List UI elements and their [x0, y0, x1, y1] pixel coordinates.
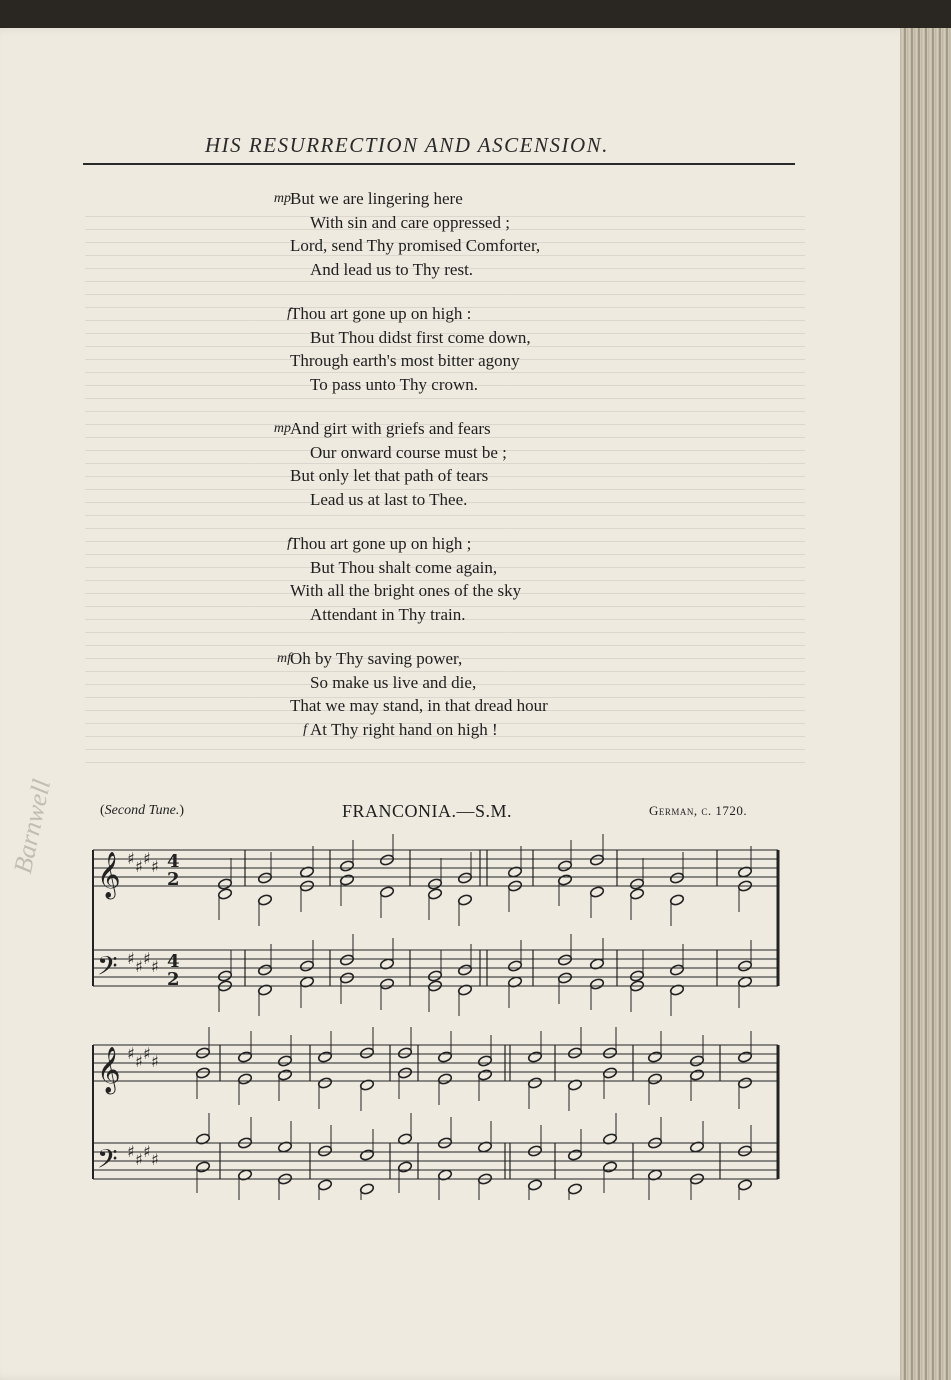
verse-line	[255, 234, 655, 258]
stanza	[255, 417, 655, 511]
note-head	[339, 860, 354, 873]
note-head	[437, 1073, 452, 1086]
time-signature-bottom: 2	[167, 969, 180, 990]
note-head	[359, 1183, 374, 1196]
stanza	[255, 647, 655, 741]
stanza	[255, 187, 655, 281]
dynamic-marking: mp	[273, 191, 291, 206]
verse-line	[255, 671, 655, 695]
note-head	[669, 964, 684, 977]
note-head	[195, 1047, 210, 1060]
pencil-marginalia: Barnwell	[8, 776, 57, 877]
page-edges	[900, 28, 951, 1380]
note-head	[647, 1073, 662, 1086]
verse-text: That we may stand, in that dread hour	[290, 696, 548, 715]
key-signature-sharp: ♯	[135, 857, 143, 876]
key-signature-sharp: ♯	[143, 1044, 151, 1063]
note-head	[602, 1161, 617, 1174]
note-head	[669, 894, 684, 907]
note-head	[195, 1067, 210, 1080]
verse-line	[255, 187, 655, 211]
note-head	[437, 1051, 452, 1064]
note-head	[589, 854, 604, 867]
verse-text: Through earth's most bitter agony	[290, 351, 520, 370]
note-head	[477, 1055, 492, 1068]
dynamic-marking: f	[287, 306, 291, 321]
note-head	[237, 1051, 252, 1064]
tune-label: (Second Tune.)	[100, 803, 184, 818]
note-head	[217, 878, 232, 891]
note-head	[299, 960, 314, 973]
note-head	[629, 888, 644, 901]
note-head	[217, 970, 232, 983]
verse-line	[255, 417, 655, 441]
key-signature-sharp: ♯	[127, 949, 135, 968]
note-head	[689, 1069, 704, 1082]
note-head	[737, 1179, 752, 1192]
verse-line	[255, 556, 655, 580]
note-head	[397, 1067, 412, 1080]
key-signature-sharp: ♯	[127, 1044, 135, 1063]
note-head	[602, 1067, 617, 1080]
note-head	[379, 854, 394, 867]
note-head	[527, 1179, 542, 1192]
verse-line	[255, 211, 655, 235]
verse-text: But Thou shalt come again,	[310, 557, 498, 577]
note-head	[359, 1149, 374, 1162]
note-head	[257, 872, 272, 885]
note-head	[457, 872, 472, 885]
verse-line	[255, 373, 655, 397]
stanza	[255, 532, 655, 626]
tune-name: FRANCONIA.—S.M.	[342, 801, 513, 821]
tune-composer: German, c. 1720.	[649, 803, 748, 818]
treble-clef: 𝄞	[97, 1047, 121, 1093]
note-head	[339, 874, 354, 887]
verse-line	[255, 603, 655, 627]
verse-text: And lead us to Thy rest.	[310, 259, 474, 279]
verse-line	[255, 464, 655, 488]
key-signature-sharp: ♯	[127, 849, 135, 868]
key-signature-sharp: ♯	[143, 849, 151, 868]
verse-text: With sin and care oppressed ;	[310, 212, 510, 232]
note-head	[317, 1145, 332, 1158]
key-signature-sharp: ♯	[151, 1150, 159, 1169]
note-head	[427, 970, 442, 983]
key-signature-sharp: ♯	[135, 957, 143, 976]
note-head	[567, 1183, 582, 1196]
verse-text: And girt with griefs and fears	[290, 419, 491, 438]
note-head	[737, 960, 752, 973]
dynamic-marking: mf	[277, 651, 291, 666]
verse-text: But only let that path of tears	[290, 466, 489, 485]
time-signature-top: 4	[167, 951, 180, 972]
hymn-verses	[255, 187, 655, 762]
time-signature-bottom: 2	[167, 869, 180, 890]
note-head	[737, 1077, 752, 1090]
note-head	[557, 860, 572, 873]
note-head	[557, 874, 572, 887]
note-head	[629, 878, 644, 891]
note-head	[669, 872, 684, 885]
note-head	[397, 1047, 412, 1060]
dynamic-marking: f	[303, 721, 307, 737]
verse-line	[255, 302, 655, 326]
verse-text: Thou art gone up on high :	[290, 304, 472, 323]
note-head	[507, 960, 522, 973]
note-head	[527, 1051, 542, 1064]
verse-line	[255, 647, 655, 671]
note-head	[457, 964, 472, 977]
verse-text: So make us live and die,	[310, 672, 477, 692]
time-signature-top: 4	[167, 851, 180, 872]
note-head	[527, 1145, 542, 1158]
verse-line	[255, 718, 655, 742]
note-head	[647, 1051, 662, 1064]
verse-text: Lead us at last to Thee.	[310, 489, 468, 509]
stanza	[255, 302, 655, 396]
note-head	[339, 954, 354, 967]
verse-text: Oh by Thy saving power,	[290, 649, 463, 668]
verse-line	[255, 349, 655, 373]
note-head	[257, 894, 272, 907]
verse-line	[255, 441, 655, 465]
note-head	[317, 1077, 332, 1090]
note-head	[277, 1069, 292, 1082]
note-head	[277, 1055, 292, 1068]
note-head	[557, 954, 572, 967]
verse-text: Our onward course must be ;	[310, 442, 507, 462]
note-head	[339, 972, 354, 985]
music-score	[85, 830, 785, 1200]
verse-text: But Thou didst first come down,	[310, 327, 531, 347]
verse-line	[255, 694, 655, 718]
verse-text: With all the bright ones of the sky	[290, 581, 522, 600]
note-head	[527, 1077, 542, 1090]
note-head	[589, 886, 604, 899]
note-head	[567, 1047, 582, 1060]
verse-line	[255, 258, 655, 282]
note-head	[589, 978, 604, 991]
key-signature-sharp: ♯	[151, 957, 159, 976]
note-head	[737, 1145, 752, 1158]
note-head	[317, 1051, 332, 1064]
key-signature-sharp: ♯	[143, 949, 151, 968]
note-head	[737, 1051, 752, 1064]
key-signature-sharp: ♯	[151, 857, 159, 876]
note-head	[457, 894, 472, 907]
note-head	[477, 1069, 492, 1082]
note-head	[379, 886, 394, 899]
verse-line	[255, 488, 655, 512]
note-head	[397, 1161, 412, 1174]
key-signature-sharp: ♯	[135, 1150, 143, 1169]
note-head	[629, 970, 644, 983]
key-signature-sharp: ♯	[143, 1142, 151, 1161]
note-head	[602, 1047, 617, 1060]
verse-text: Attendant in Thy train.	[310, 604, 466, 624]
note-head	[195, 1161, 210, 1174]
dynamic-marking: mp	[273, 421, 291, 436]
verse-text: Lord, send Thy promised Comforter,	[290, 236, 541, 255]
note-head	[237, 1073, 252, 1086]
note-head	[257, 964, 272, 977]
note-head	[427, 888, 442, 901]
key-signature-sharp: ♯	[151, 1052, 159, 1071]
header-rule	[83, 163, 795, 165]
verse-text: To pass unto Thy crown.	[310, 374, 479, 394]
page-header: HIS RESURRECTION AND ASCENSION.	[205, 133, 609, 157]
verse-line	[255, 532, 655, 556]
note-head	[689, 1055, 704, 1068]
note-head	[317, 1179, 332, 1192]
note-head	[557, 972, 572, 985]
note-head	[379, 978, 394, 991]
note-head	[217, 888, 232, 901]
key-signature-sharp: ♯	[127, 1142, 135, 1161]
note-head	[427, 878, 442, 891]
note-head	[359, 1047, 374, 1060]
verse-text: At Thy right hand on high !	[310, 719, 498, 739]
dynamic-marking: f	[287, 536, 291, 551]
verse-text: But we are lingering here	[290, 189, 463, 208]
bass-clef: 𝄢	[97, 1143, 118, 1181]
key-signature-sharp: ♯	[135, 1052, 143, 1071]
note-head	[567, 1149, 582, 1162]
verse-line	[255, 579, 655, 603]
verse-line	[255, 326, 655, 350]
treble-clef: 𝄞	[97, 852, 121, 898]
verse-text: Thou art gone up on high ;	[290, 534, 472, 553]
bass-clef: 𝄢	[97, 950, 118, 988]
